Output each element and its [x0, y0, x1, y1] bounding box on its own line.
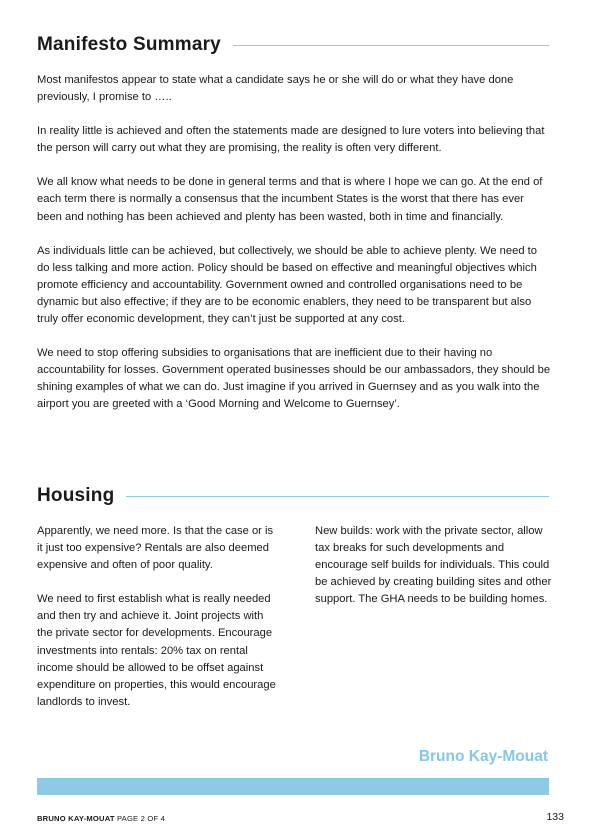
accent-bar	[37, 778, 549, 795]
manifesto-paragraph: We need to stop offering subsidies to organisations that are inefficient due to their having no accountability for losses. Government operated businesses should be our ambassadors, they should be shining examples of what we can do. Just imagine if you arrived in Guernsey and as you walk into the airport you are greeted with a ‘Good Morning and Welcome to Guernsey’.	[37, 347, 551, 411]
manifesto-paragraph: As individuals little can be achieved, but collectively, we should be able to achieve plenty. We need to do less talking and more action. Policy should be based on effective and meaningful objectives which promote efficiency and accountability. Government owned and controlled organisations need to be dynamic but also effective; if they are to be economic enablers, they need to be transparent but also truly offer economic development, they can’t just be supported at any cost.	[37, 244, 538, 326]
manifesto-heading-rule	[233, 45, 549, 46]
manifesto-title: Manifesto Summary	[37, 34, 221, 55]
footer-label	[37, 814, 165, 823]
manifesto-paragraph: We all know what needs to be done in general terms and that is where I hope we can go. At the end of each term there is normally a consensus that the incumbent States is the worst that there has ever been and nothing has been achieved and plenty has been wasted, both in time and financially.	[37, 176, 543, 223]
housing-right-column	[315, 523, 555, 608]
housing-heading-row	[37, 485, 549, 507]
footer-name: BRUNO KAY-MOUAT	[37, 814, 115, 823]
manifesto-body	[37, 72, 551, 414]
housing-title: Housing	[37, 485, 115, 506]
signature: Bruno Kay-Mouat	[418, 748, 548, 765]
page-number: 133	[546, 811, 564, 823]
housing-paragraph: Apparently, we need more. Is that the case or is it just too expensive? Rentals are also deemed expensive and often of poor quality.	[37, 525, 274, 572]
footer-page-text: PAGE 2 OF 4	[116, 814, 166, 823]
housing-heading-rule	[126, 496, 549, 497]
manifesto-heading-row	[37, 34, 549, 56]
housing-paragraph: We need to first establish what is really needed and then try and achieve it. Joint projects with the private sector for developments. Encourage investments into rentals: 20% tax on rental income should be allowed to be offset against expenditure on properties, this would encourage landlords to invest.	[37, 593, 276, 708]
housing-paragraph: New builds: work with the private sector, allow tax breaks for such developments and encourage self builds for individuals. This could be achieved by creating building sites and other support. The GHA needs to be building homes.	[315, 525, 552, 606]
manifesto-paragraph: In reality little is achieved and often the statements made are designed to lure voters into believing that the person will carry out what they are promising, the reality is often very different.	[37, 125, 545, 155]
manifesto-paragraph: Most manifestos appear to state what a candidate says he or she will do or what they have done previously, I promise to …..	[37, 74, 514, 104]
housing-left-column	[37, 523, 277, 711]
